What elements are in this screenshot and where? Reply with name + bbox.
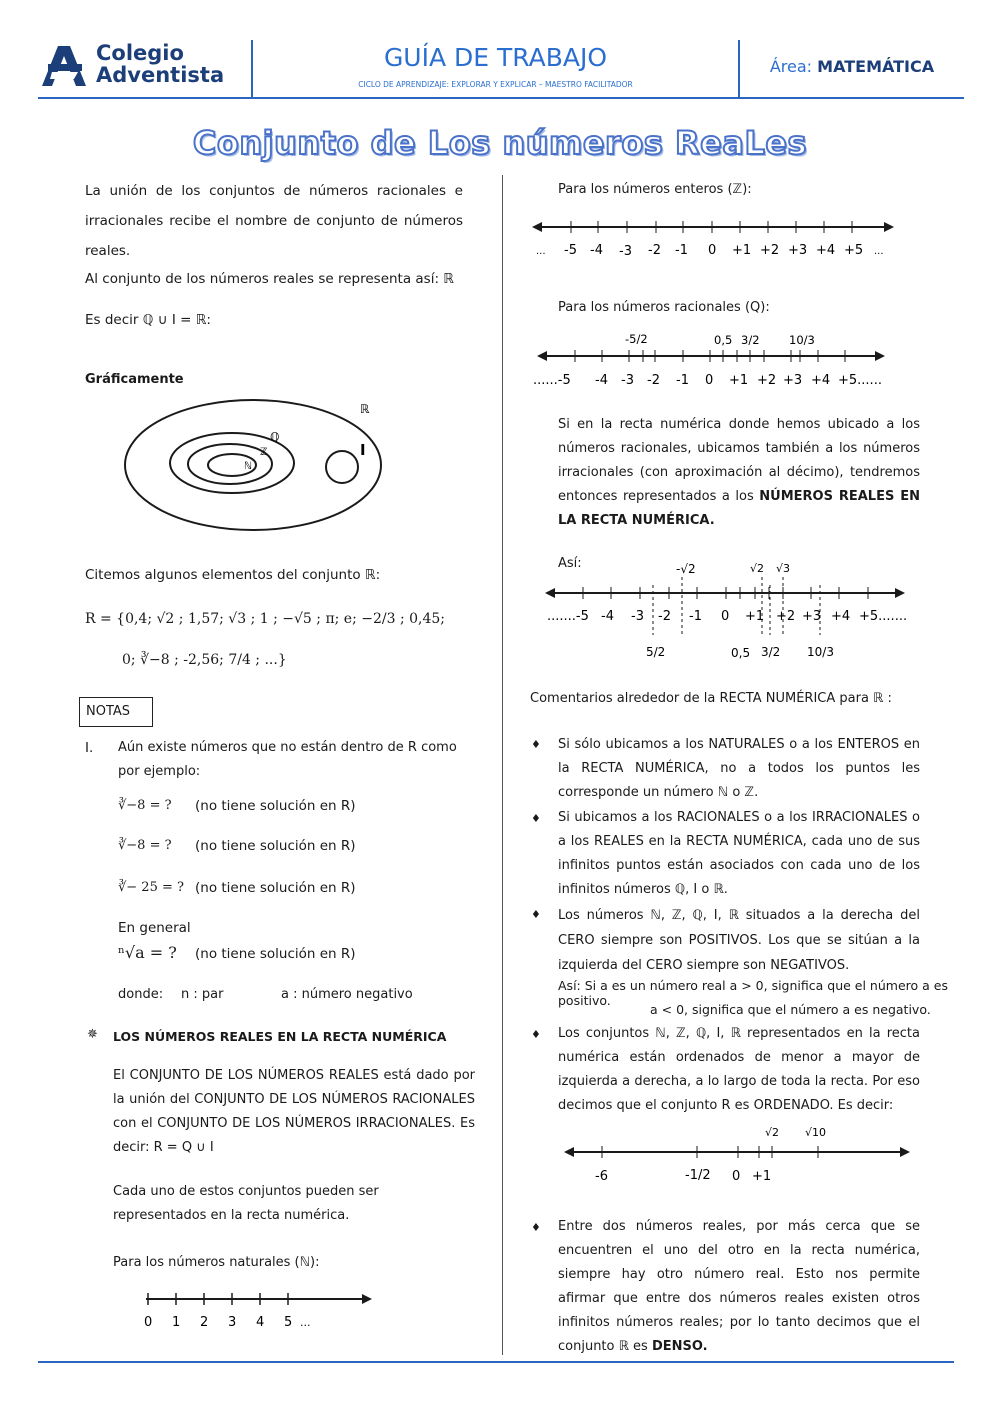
tick-label: 0	[705, 373, 714, 388]
asi-positivo: Así: Si a es un número real a > 0, significa que el número a es positivo.	[558, 978, 948, 1008]
label-i: I	[360, 441, 366, 459]
intro-paragraph: La unión de los conjuntos de números racionales e irracionales recibe el nombre de conjunto de números reales.	[85, 183, 463, 259]
enteros-label: Para los números enteros (ℤ):	[558, 182, 752, 197]
tick-label: +3	[802, 609, 822, 624]
bullet-icon: ♦	[531, 908, 541, 921]
tick-label: -6	[595, 1169, 608, 1184]
tick-label: 0	[721, 609, 730, 624]
bullet-text	[558, 1215, 920, 1359]
logo-text	[96, 42, 224, 86]
comentarios-label: Comentarios alrededor de la RECTA NUMÉRICA para ℝ :	[530, 691, 892, 706]
reales-number-line	[543, 555, 913, 665]
racionales-label: Para los números racionales (Q):	[558, 300, 770, 315]
tick-label: +4	[811, 373, 831, 388]
general-note: (no tiene solución en R)	[195, 946, 356, 962]
example-note: (no tiene solución en R)	[195, 838, 356, 854]
naturales-label: Para los números naturales (ℕ):	[113, 1255, 320, 1270]
label-q: ℚ	[270, 430, 280, 444]
bottom-label: 10/3	[807, 645, 834, 659]
label-n: ℕ	[244, 461, 253, 472]
bottom-label: 3/2	[761, 645, 781, 659]
paragraph-bold: NÚMEROS REALES EN LA RECTA NUMÉRICA.	[558, 489, 921, 528]
racionales-number-line	[533, 328, 893, 392]
logo-line2: Adventista	[96, 63, 225, 87]
column-divider	[502, 175, 503, 1355]
example-note: (no tiene solución en R)	[195, 880, 356, 896]
section-paragraph: El CONJUNTO DE LOS NÚMEROS REALES está dado por la unión del CONJUNTO DE LOS NÚMEROS RACIONALES con el CONJUNTO DE LOS NÚMEROS IRRACIONALES. Es decir: R = Q ∪ I	[113, 1068, 475, 1155]
notas-box: NOTAS	[79, 697, 153, 727]
area-label	[740, 57, 964, 76]
tick-label: +1	[729, 373, 749, 388]
tick-label: +4	[816, 243, 836, 258]
tick-label: +4	[831, 609, 851, 624]
tick-label: 3	[228, 1315, 237, 1330]
bullet-icon: ♦	[531, 738, 541, 751]
bottom-label: 0,5	[731, 646, 751, 660]
section-title: LOS NÚMEROS REALES EN LA RECTA NUMÉRICA	[113, 1029, 447, 1044]
naturales-number-line	[140, 1285, 380, 1335]
top-label: -5/2	[625, 332, 648, 346]
tick-label: +1	[732, 243, 752, 258]
tick-label: -1	[675, 243, 688, 258]
donde-a: a : número negativo	[281, 987, 413, 1002]
set-elements-line2: 0; ∛−8 ; -2,56; 7/4 ; ...}	[122, 652, 287, 668]
example-note: (no tiene solución en R)	[195, 798, 356, 814]
nota-number: I.	[85, 740, 94, 756]
tick-label: -2	[658, 609, 671, 624]
tick-label: 0	[144, 1315, 153, 1330]
orden-number-line	[560, 1120, 915, 1190]
top-label: √2	[750, 562, 765, 575]
tick-label: ...	[536, 246, 546, 257]
tick-label: 1	[172, 1315, 181, 1330]
tick-label: -5	[564, 243, 577, 258]
set-i-circle	[326, 451, 358, 483]
tick-label: -1/2	[685, 1168, 711, 1183]
example-expr: ∛−8 = ?	[118, 798, 172, 813]
logo-line1: Colegio	[96, 41, 184, 65]
tick-label: ......-5	[533, 373, 571, 388]
bullet-text: Si ubicamos a los RACIONALES o a los IRRACIONALES o a los REALES en la RECTA NUMÉRICA, cada uno de sus infinitos puntos están asociados con cada uno de los infinitos números ℚ, I o ℝ.	[558, 810, 920, 897]
tick-label: -4	[595, 373, 608, 388]
bullet-text: Si sólo ubicamos a los NATURALES o a los ENTEROS en la RECTA NUMÉRICA, no a todos los puntos les corresponde un número ℕ o ℤ.	[558, 737, 920, 800]
top-label: 0,5	[714, 333, 733, 347]
nota-text: Aún existe números que no están dentro de R como por ejemplo:	[118, 740, 457, 779]
tick-label: -3	[631, 609, 644, 624]
tick-label: 0	[732, 1169, 741, 1184]
graficamente-label: Gráficamente	[85, 372, 184, 387]
bullet-icon: ♦	[531, 1221, 541, 1234]
tick-label: -1	[676, 373, 689, 388]
represent-text: Al conjunto de los números reales se representa así: ℝ	[85, 271, 455, 287]
asi-negativo: a < 0, significa que el número a es negativo.	[650, 1002, 931, 1017]
tick-label: -4	[601, 609, 614, 624]
bullet-text-plain: Entre dos números reales, por más cerca que se encuentren el uno del otro en la recta numérica, siempre hay otro número real. Esto nos permite afirmar que entre dos números reales existen otros infinitos números reales; por lo tanto decimos que el conjunto ℝ es	[558, 1219, 920, 1354]
set-elements-line1: R = {0,4; √2 ; 1,57; √3 ; 1 ; −√5 ; π; e; −2/3 ; 0,45;	[85, 611, 446, 627]
bottom-label: 5/2	[646, 645, 666, 659]
page-title: GUÍA DE TRABAJO	[383, 43, 608, 72]
tick-label: -1	[689, 609, 702, 624]
header-rule	[38, 97, 964, 99]
top-label: √10	[805, 1126, 827, 1139]
donde-n: n : par	[181, 987, 224, 1002]
venn-diagram	[120, 395, 400, 555]
tick-label: +1	[745, 609, 765, 624]
bullet-icon: ♦	[531, 812, 541, 825]
page-subtitle: CICLO DE APRENDIZAJE: EXPLORAR Y EXPLICAR – MAESTRO FACILITADOR	[358, 80, 633, 89]
area-prefix: Área:	[769, 57, 813, 76]
tick-label: -3	[619, 244, 632, 259]
logo-icon	[38, 42, 88, 88]
tick-label: -4	[590, 243, 603, 258]
irracionales-paragraph	[558, 413, 920, 533]
tick-label: 4	[256, 1315, 265, 1330]
tick-label: +2	[757, 373, 777, 388]
example-expr: ∛− 25 = ?	[118, 880, 184, 895]
tick-label: +2	[776, 609, 796, 624]
tick-label: +3	[783, 373, 803, 388]
tick-label: 0	[708, 243, 717, 258]
bullet-text: Los números ℕ, ℤ, ℚ, I, ℝ situados a la derecha del CERO siempre son POSITIVOS. Los que se sitúan a la izquierda del CERO siempre son NEGATIVOS.	[558, 908, 920, 973]
es-decir-text: Es decir ℚ ∪ I = ℝ:	[85, 312, 211, 328]
area-value: MATEMÁTICA	[817, 57, 935, 76]
top-label: 3/2	[741, 333, 760, 347]
paragraph-text: Si en la recta numérica donde hemos ubicado a los números racionales, ubicamos también a los números irracionales (con aproximación al décimo), tendremos entonces representados a los	[558, 417, 920, 504]
tick-label: +5	[844, 243, 864, 258]
tick-label: 5	[284, 1315, 293, 1330]
set-r-ellipse	[125, 400, 381, 530]
bullet-text: Los conjuntos ℕ, ℤ, ℚ, I, ℝ representados en la recta numérica están ordenados de menor a mayor de izquierda a derecha, a lo largo de toda la recta. Por eso decimos que el conjunto R es ORDENADO. Es decir:	[558, 1026, 920, 1113]
main-title: Conjunto de Los números ReaLes	[192, 124, 808, 162]
footer-rule	[38, 1361, 954, 1363]
tick-label: +3	[788, 243, 808, 258]
general-expr: ⁿ√a = ?	[118, 943, 177, 962]
tick-label: -2	[648, 243, 661, 258]
denso-label: DENSO.	[651, 1339, 708, 1354]
tick-label: +5......	[838, 373, 882, 388]
tick-label: -3	[621, 373, 634, 388]
tick-label: 2	[200, 1315, 209, 1330]
tick-label: ...	[300, 1316, 311, 1329]
tick-label: ...	[874, 246, 884, 257]
tick-label: +2	[760, 243, 780, 258]
donde-label: donde:	[118, 987, 164, 1002]
asi-label: Así:	[558, 556, 582, 571]
tick-label: +5.......	[859, 609, 908, 624]
example-expr: ∛−8 = ?	[118, 838, 172, 853]
enteros-number-line	[528, 213, 898, 261]
asterisk-icon: ✵	[87, 1027, 98, 1042]
label-r: ℝ	[360, 402, 370, 416]
tick-label: -2	[647, 373, 660, 388]
top-label: √2	[765, 1126, 780, 1139]
bullet-icon: ♦	[531, 1028, 541, 1041]
citemos-text: Citemos algunos elementos del conjunto ℝ:	[85, 567, 381, 583]
top-label: 10/3	[789, 333, 815, 347]
tick-label: +1	[752, 1169, 772, 1184]
top-label: √3	[776, 562, 791, 575]
en-general-label: En general	[118, 920, 191, 936]
top-label: -√2	[676, 562, 696, 576]
section-paragraph-2: Cada uno de estos conjuntos pueden ser representados en la recta numérica.	[113, 1184, 379, 1223]
label-z: ℤ	[260, 447, 268, 458]
tick-label: .......-5	[547, 609, 589, 624]
